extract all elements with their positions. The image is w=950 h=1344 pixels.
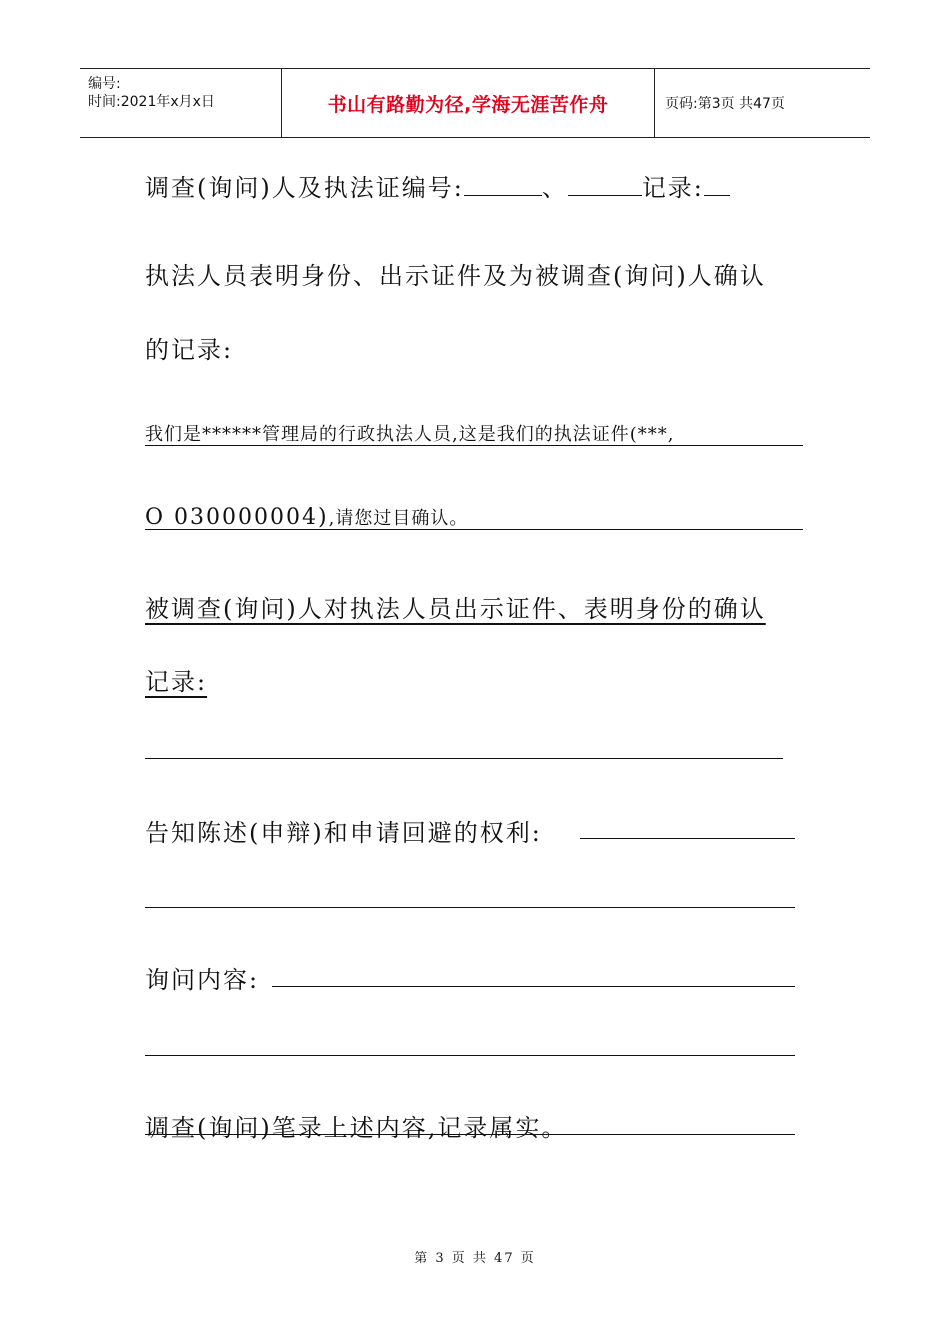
serial-label: 编号: [88,76,121,92]
page-header [80,68,870,138]
content-blank[interactable] [272,986,795,987]
rights-label: 告知陈述(申辩)和申请回避的权利: [145,819,542,847]
identity-line-1: 执法人员表明身份、出示证件及为被调查(询问)人确认 [145,262,766,290]
header-page-info [655,69,880,137]
statement-line-2 [145,502,468,530]
content-row [145,960,259,995]
header-motto-cell [281,69,655,137]
statement-text-1: 我们是******管理局的行政执法人员,这是我们的执法证件(***, [145,424,675,445]
header-meta [80,69,280,137]
confirm-line-1: 被调查(询问)人对执法人员出示证件、表明身份的确认 [145,595,766,623]
investigator-row [145,168,730,203]
statement-underline-2 [145,529,803,530]
statement-line-1 [145,420,674,446]
confirm-answer-line[interactable] [145,758,783,759]
recorder-label: 记录: [641,174,704,202]
investigator-blank-2[interactable] [568,194,642,196]
confirm-line-2: 记录: [145,668,208,696]
investigator-blank-1[interactable] [464,194,542,196]
closing-row [145,1108,567,1143]
recorder-blank[interactable] [704,194,730,196]
statement-id: O 030000004) [145,505,329,530]
content-label: 询问内容: [145,966,260,994]
rights-blank[interactable] [580,838,795,839]
identity-line-2: 的记录: [145,336,234,364]
page-footer: 第 3 页 共 47 页 [414,1251,536,1266]
time-label: 时间:2021年x月x日 [88,94,215,110]
investigator-label: 调查(询问)人及执法证编号: [145,174,464,202]
page-info: 页码:第3页 共47页 [665,96,785,112]
content-answer-line[interactable] [145,1055,795,1056]
statement-underline-1 [145,445,803,446]
motto: 书山有路勤为径,学海无涯苦作舟 [327,93,609,116]
statement-text-2: ,请您过目确认。 [328,508,469,529]
rights-row [145,813,542,848]
investigator-separator: 、 [541,174,568,202]
closing-underline [145,1134,795,1135]
closing-text: 调查(询问)笔录上述内容,记录属实。 [145,1114,568,1142]
rights-answer-line[interactable] [145,907,795,908]
